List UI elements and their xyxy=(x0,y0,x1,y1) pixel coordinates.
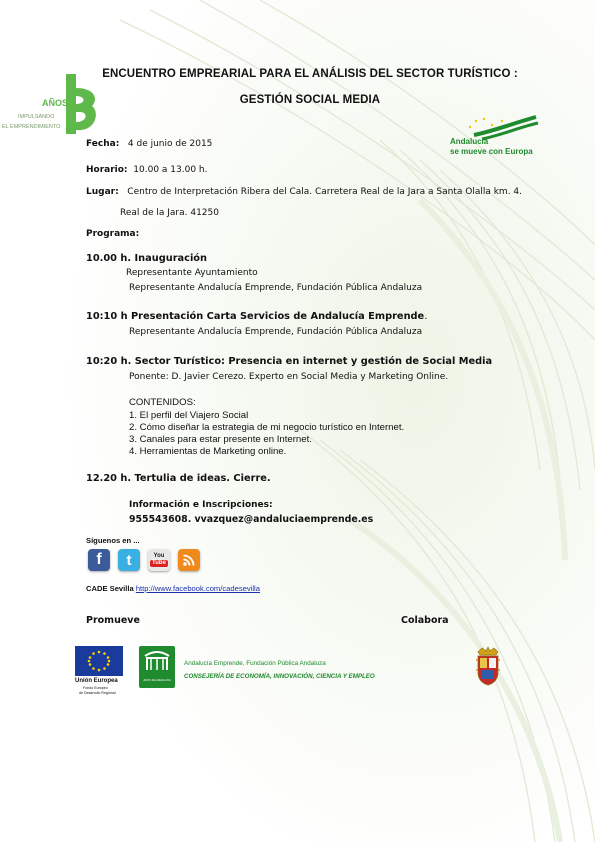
junta-badge-text: JUNTA DE ANDALUCIA xyxy=(143,679,171,682)
youtube-glyph-you: You xyxy=(153,553,165,559)
cade-label: CADE Sevilla xyxy=(86,584,134,593)
contenidos-label: CONTENIDOS: xyxy=(129,397,196,408)
program-item3-title: 10:20 h. Sector Turístico: Presencia en internet y gestión de Social Media xyxy=(86,356,493,367)
andalucia-logo-line2: se mueve con Europa xyxy=(450,147,533,156)
contenido-item: 3. Canales para estar presente en Internet. xyxy=(129,434,312,445)
andalucia-europa-logo xyxy=(448,115,548,161)
social-icons xyxy=(88,549,200,571)
junta-logo-line2: CONSEJERÍA DE ECONOMÍA, INNOVACIÓN, CIENCIA Y EMPLEO xyxy=(184,673,375,680)
logo-sub1: IMPULSANDO xyxy=(18,114,55,120)
page-title: ENCUENTRO EMPREARIAL PARA EL ANÁLISIS DEL SECTOR TURÍSTICO : xyxy=(102,68,518,80)
twitter-icon[interactable] xyxy=(118,549,140,571)
eu-logo-line1: Unión Europea xyxy=(75,678,118,684)
contact-label: Información e Inscripciones: xyxy=(129,500,273,510)
twitter-glyph: t xyxy=(126,551,132,569)
lugar-value: Centro de Interpretación Ribera del Cala. Carretera Real de la Jara a Santa Olalla km. 4. xyxy=(127,187,522,197)
andalucia-logo-line1: Andalucía xyxy=(450,137,489,146)
fecha-row xyxy=(86,139,212,149)
horario-value: 10.00 a 13.00 h. xyxy=(133,165,208,175)
program-item1-line1: Representante Ayuntamiento xyxy=(126,268,258,278)
coat-of-arms-logo xyxy=(474,646,502,686)
programa-label: Programa: xyxy=(86,229,140,239)
contenido-item: 1. El perfil del Viajero Social xyxy=(129,410,249,421)
lugar-line2: Real de la Jara. 41250 xyxy=(120,208,219,218)
junta-logo xyxy=(139,646,379,690)
program-item2-dot: . xyxy=(424,311,428,322)
cade-row xyxy=(86,584,260,593)
junta-logo-line1: Andalucía Emprende, Fundación Pública Andaluza xyxy=(184,660,326,667)
lugar-label: Lugar: xyxy=(86,187,119,197)
youtube-glyph-tube: Tube xyxy=(152,560,166,566)
contact-value[interactable]: 955543608. vvazquez@andaluciaemprende.es xyxy=(129,514,374,525)
page-subtitle: GESTIÓN SOCIAL MEDIA xyxy=(239,94,381,106)
contenido-item: 4. Herramientas de Marketing online. xyxy=(129,446,287,457)
program-item2-title-text: 10:10 h Presentación Carta Servicios de Andalucía Emprende xyxy=(86,311,425,322)
coat-of-arms-icon xyxy=(474,646,502,686)
program-item4-title: 12.20 h. Tertulia de ideas. Cierre. xyxy=(86,473,271,484)
program-item3-line1: Ponente: D. Javier Cerezo. Experto en Social Media y Marketing Online. xyxy=(129,372,449,382)
eu-flag-icon xyxy=(75,646,123,676)
cade-facebook-link[interactable]: http://www.facebook.com/cadesevilla xyxy=(135,584,260,593)
program-item2-title xyxy=(86,311,427,322)
junta-badge xyxy=(139,646,175,688)
facebook-icon[interactable] xyxy=(88,549,110,571)
contenido-item: 2. Cómo diseñar la estrategia de mi negocio turístico en Internet. xyxy=(129,422,405,433)
program-item2-line1: Representante Andalucía Emprende, Fundación Pública Andaluza xyxy=(129,327,423,337)
fecha-label: Fecha: xyxy=(86,139,120,149)
facebook-glyph: f xyxy=(96,551,102,568)
logo-years: AÑOS xyxy=(42,98,69,108)
eu-logo-line2: Fondo Europeo xyxy=(83,686,108,690)
logo-sub2: EL EMPRENDIMIENTO xyxy=(2,124,61,130)
lugar-row xyxy=(86,187,522,197)
rss-glyph-icon xyxy=(182,553,196,567)
colabora-label: Colabora xyxy=(401,615,449,626)
junta-emblem-icon xyxy=(139,648,175,678)
promueve-label: Promueve xyxy=(86,615,140,626)
horario-row xyxy=(86,165,207,175)
horario-label: Horario: xyxy=(86,165,128,175)
social-label: Síguenos en ... xyxy=(86,536,140,545)
program-item1-line2: Representante Andalucía Emprende, Fundación Pública Andaluza xyxy=(129,283,423,293)
fecha-value: 4 de junio de 2015 xyxy=(127,139,213,149)
rss-icon[interactable] xyxy=(178,549,200,571)
program-item1-title: 10.00 h. Inauguración xyxy=(86,253,208,264)
youtube-icon[interactable] xyxy=(148,549,170,571)
eu-logo-line3: de Desarrollo Regional xyxy=(79,691,116,695)
eu-logo xyxy=(75,646,125,696)
